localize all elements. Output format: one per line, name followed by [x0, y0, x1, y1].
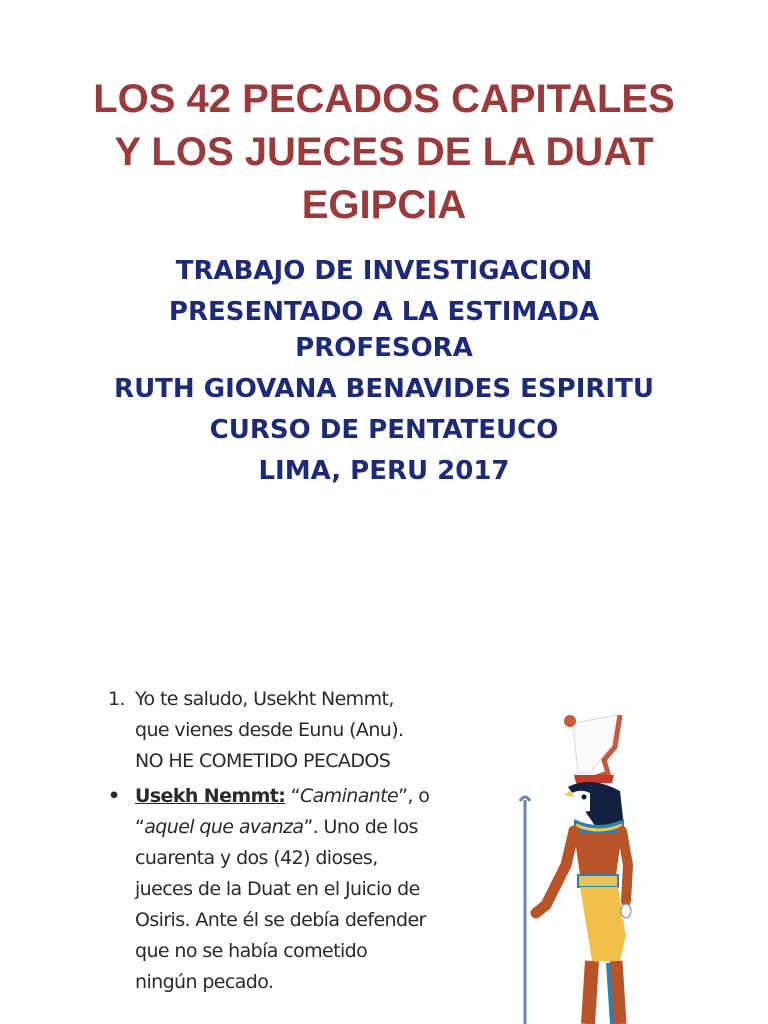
open-quote: “ — [285, 785, 300, 807]
list-item — [108, 684, 428, 777]
content-page — [0, 660, 768, 1024]
subtitle-line: RUTH GIOVANA BENAVIDES ESPIRITU — [114, 374, 654, 404]
item-text: Yo te saludo, Usekht Nemmt, — [135, 688, 394, 710]
italic-phrase: Caminante — [299, 785, 399, 807]
item-number: 1. — [108, 688, 125, 710]
bullet-icon: • — [108, 785, 120, 807]
title-line: Y LOS JUECES DE LA DUAT — [114, 130, 654, 174]
bullet-line: cuarenta y dos (42) dioses, — [135, 847, 378, 869]
bullet-line: que no se había cometido — [135, 940, 368, 962]
bullet-line: Osiris. Ante él se debía defender — [135, 909, 426, 931]
bullet-line: ningún pecado. — [135, 971, 274, 993]
document-title — [20, 73, 748, 232]
subtitle-line: LIMA, PERU 2017 — [258, 456, 510, 486]
title-line: LOS 42 PECADOS CAPITALES — [93, 77, 675, 121]
open-quote: “ — [135, 816, 145, 838]
item-line — [108, 684, 428, 715]
bullet-term: Usekh Nemmt: — [135, 785, 286, 807]
bullet-line — [108, 781, 428, 812]
italic-phrase: aquel que avanza — [144, 816, 304, 838]
subtitle-line: PROFESORA — [295, 333, 473, 363]
subtitle-line: CURSO DE PENTATEUCO — [209, 415, 559, 445]
item-line: NO HE COMETIDO PECADOS — [135, 750, 391, 772]
bullet-line: jueces de la Duat en el Juicio de — [135, 878, 420, 900]
document-subtitle — [20, 253, 748, 489]
item-line: que vienes desde Eunu (Anu). — [135, 719, 404, 741]
bullet-text: ”. Uno de los — [303, 816, 418, 838]
bullet-text: ”, o — [398, 785, 430, 807]
horus-god-figure-icon — [508, 715, 638, 1024]
subtitle-line: PRESENTADO A LA ESTIMADA — [168, 297, 600, 327]
bullet-item — [108, 781, 428, 998]
sin-list — [108, 684, 428, 998]
bullet-line — [108, 812, 428, 843]
subtitle-line: TRABAJO DE INVESTIGACION — [175, 256, 593, 286]
title-line: EGIPCIA — [301, 183, 467, 227]
